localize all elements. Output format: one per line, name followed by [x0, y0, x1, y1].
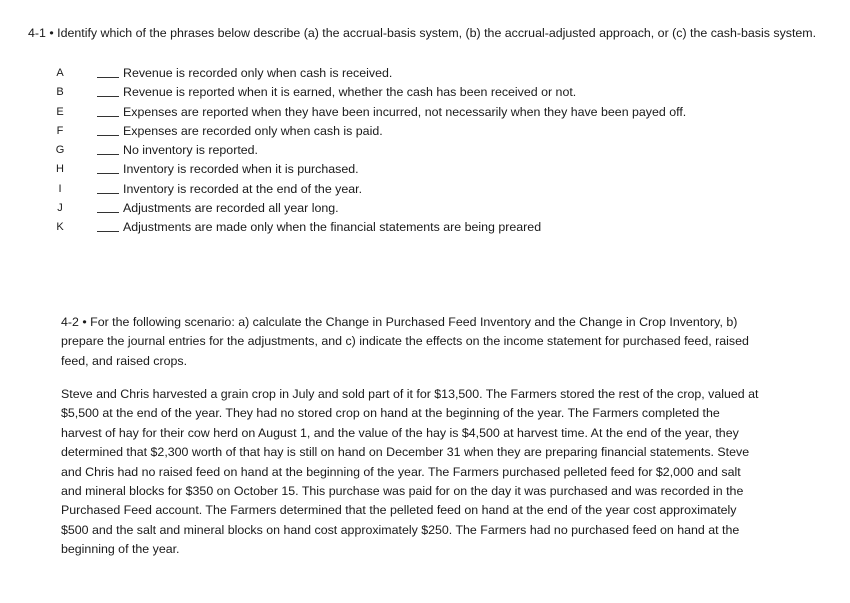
answer-blank	[97, 77, 119, 78]
item-text: Inventory is recorded when it is purchased.	[123, 162, 359, 177]
item-text: Inventory is recorded at the end of the year.	[123, 181, 363, 196]
item-text: Expenses are reported when they have been incurred, not necessarily when they have been payed off.	[123, 104, 687, 119]
answer-blank	[97, 154, 119, 155]
answer-blank	[97, 212, 119, 213]
answer-blank	[97, 96, 119, 97]
list-item	[0, 141, 850, 160]
item-letter: H	[56, 163, 64, 176]
item-letter: K	[56, 221, 64, 234]
list-item	[0, 199, 850, 218]
answer-blank	[97, 193, 119, 194]
item-letter: J	[57, 202, 63, 215]
list-item	[0, 122, 850, 141]
list-item	[0, 83, 850, 102]
item-letter: B	[56, 86, 64, 99]
item-text: No inventory is reported.	[123, 143, 258, 158]
list-item	[0, 64, 850, 83]
question-4-1-list	[0, 64, 850, 238]
item-letter: A	[56, 67, 64, 79]
answer-blank	[97, 116, 119, 117]
item-text: Adjustments are recorded all year long.	[123, 201, 339, 216]
item-letter: G	[55, 144, 65, 157]
answer-blank	[97, 135, 119, 136]
item-text: Adjustments are made only when the financial statements are being preared	[123, 220, 542, 235]
list-item	[0, 160, 850, 179]
item-text: Revenue is reported when it is earned, whether the cash has been received or not.	[123, 85, 577, 100]
question-4-2-intro: 4-2 • For the following scenario: a) calculate the Change in Purchased Feed Inventory and the Change in Crop Inventory, b) prepare the journal entries for the adjustments, and c) indicate the effects on the income statement for purchased feed, raised feed, and raised crops.	[61, 315, 749, 368]
question-4-1-heading: 4-1 • Identify which of the phrases below describe (a) the accrual-basis system, (b) the accrual-adjusted approach, or (c) the cash-basis system.	[28, 26, 817, 40]
item-letter: E	[56, 105, 64, 118]
answer-blank	[97, 173, 119, 174]
list-item	[0, 103, 850, 122]
item-letter: I	[58, 182, 62, 195]
list-item	[0, 218, 850, 237]
list-item	[0, 180, 850, 199]
question-4-2-scenario: Steve and Chris harvested a grain crop in July and sold part of it for $13,500. The Farmers stored the rest of the crop, valued at $5,500 at the end of the year. They had no stored crop on hand at the beginning of the year. The Farmers completed the harvest of hay for their cow herd on August 1, and the value of the hay is $4,500 at harvest time. At the end of the year, they determined that $2,300 worth of that hay is still on hand on December 31 when they are preparing financial statements. Steve and Chris had no raised feed on hand at the beginning of the year. The Farmers purchased pelleted feed for $2,000 and salt and mineral blocks for $350 on October 15. This purchase was paid for on the day it was purchased and was recorded in the Purchased Feed account. The Farmers determined that the pelleted feed on hand at the end of the year cost approximately $500 and the salt and mineral blocks on hand cost approximately $250. The Farmers had no purchased feed on hand at the beginning of the year.	[61, 387, 759, 557]
item-text: Revenue is recorded only when cash is received.	[123, 66, 393, 80]
item-text: Expenses are recorded only when cash is paid.	[123, 123, 383, 138]
answer-blank	[97, 231, 119, 232]
item-letter: F	[56, 124, 64, 137]
